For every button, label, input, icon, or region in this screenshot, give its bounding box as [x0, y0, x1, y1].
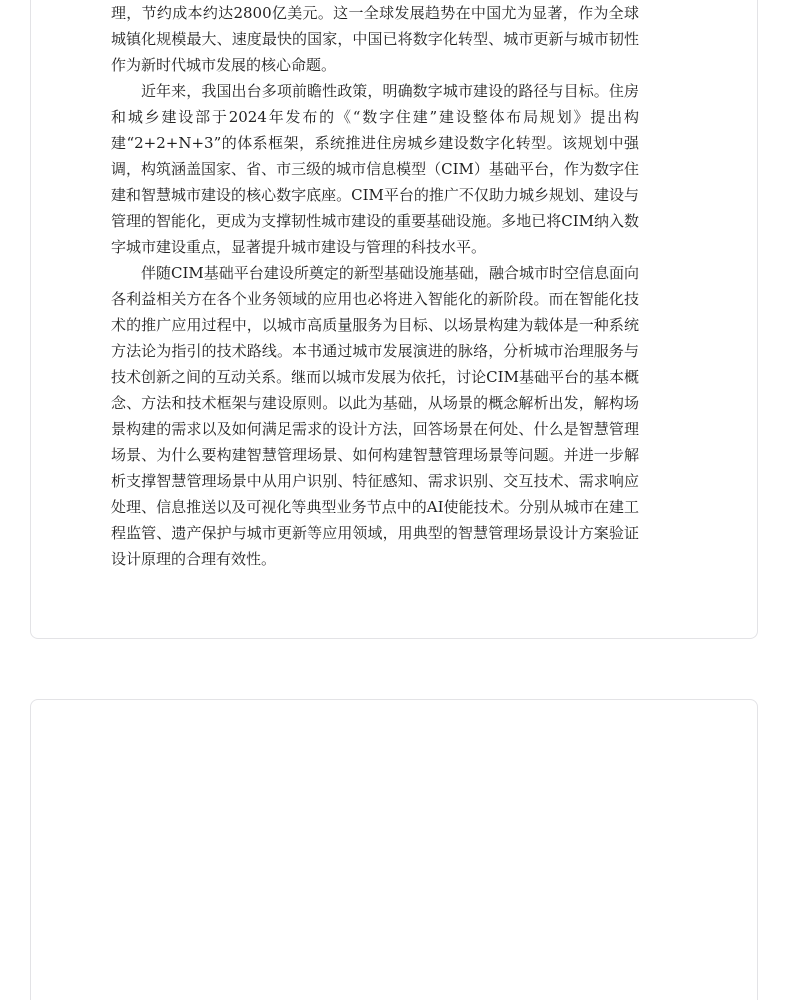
- document-page-next: [30, 699, 758, 1000]
- document-page-current: [30, 0, 758, 639]
- page-body-text: [111, 0, 639, 572]
- paragraph-book-overview: 伴随CIM基础平台建设所奠定的新型基础设施基础，融合城市时空信息面向各利益相关方在各个业务领域的应用也必将进入智能化的新阶段。而在智能化技术的推广应用过程中，以城市高质量服务为目标、以场景构建为载体是一种系统方法论为指引的技术路线。本书通过城市发展演进的脉络，分析城市治理服务与技术创新之间的互动关系。继而以城市发展为依托，讨论CIM基础平台的基本概念、方法和技术框架与建设原则。以此为基础，从场景的概念解析出发，解构场景构建的需求以及如何满足需求的设计方法，回答场景在何处、什么是智慧管理场景、为什么要构建智慧管理场景、如何构建智慧管理场景等问题。并进一步解析支撑智慧管理场景中从用户识别、特征感知、需求识别、交互技术、需求响应处理、信息推送以及可视化等典型业务节点中的AI使能技术。分别从城市在建工程监管、遗产保护与城市更新等应用领域，用典型的智慧管理场景设计方案验证设计原理的合理有效性。: [111, 264, 639, 568]
- paragraph-continued: 理，节约成本约达2800亿美元。这一全球发展趋势在中国尤为显著，作为全球城镇化规模最大、速度最快的国家，中国已将数字化转型、城市更新与城市韧性作为新时代城市发展的核心命题。: [111, 4, 639, 74]
- paragraph-policy: 近年来，我国出台多项前瞻性政策，明确数字城市建设的路径与目标。住房和城乡建设部于2024年发布的《“数字住建”建设整体布局规划》提出构建“2+2+N+3”的体系框架，系统推进住房城乡建设数字化转型。该规划中强调，构筑涵盖国家、省、市三级的城市信息模型（CIM）基础平台，作为数字住建和智慧城市建设的核心数字底座。CIM平台的推广不仅助力城乡规划、建设与管理的智能化，更成为支撑韧性城市建设的重要基础设施。多地已将CIM纳入数字城市建设重点，显著提升城市建设与管理的科技水平。: [111, 82, 639, 256]
